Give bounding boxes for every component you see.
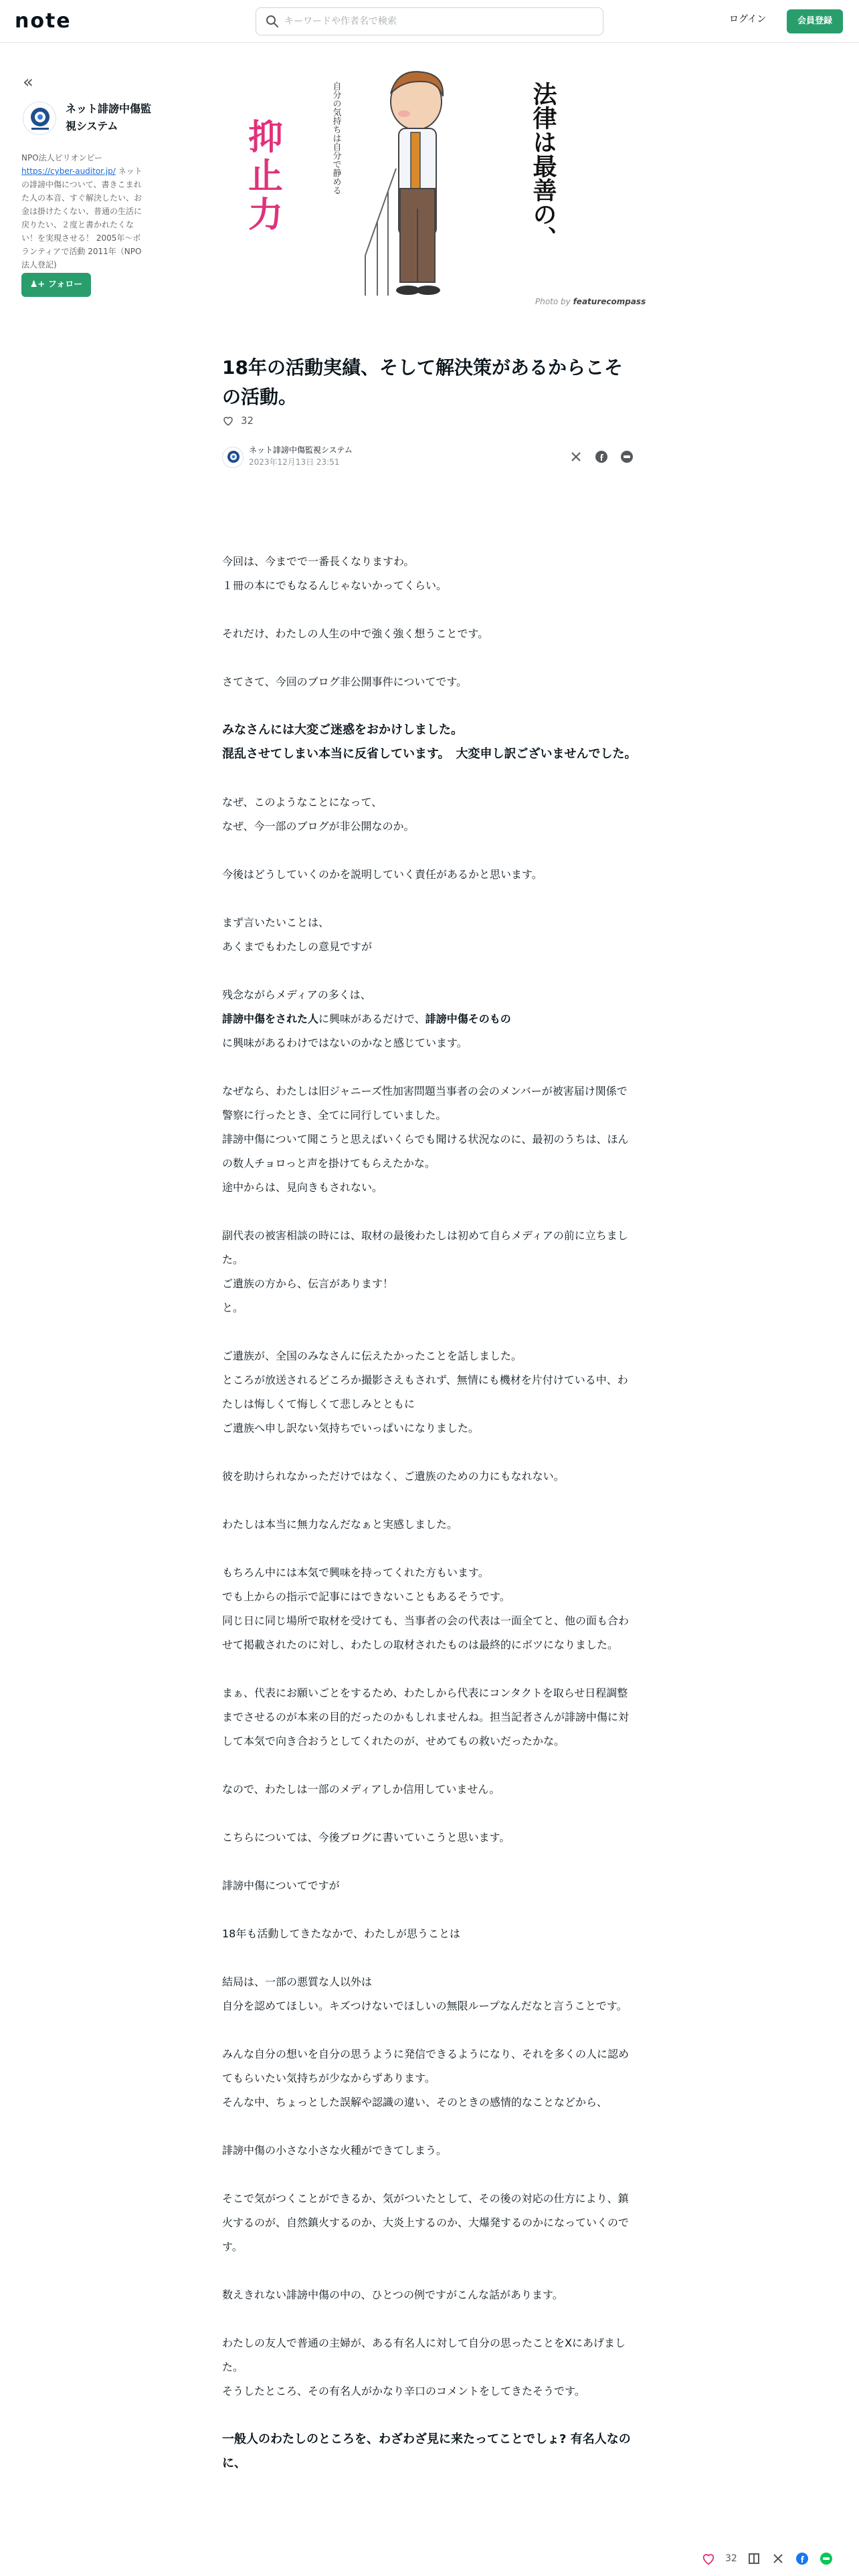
text-run: に興味があるだけで、 [318, 1012, 425, 1025]
paragraph: 誹謗中傷の小さな小さな火種ができてしまう。 [222, 2144, 448, 2157]
hero-mid-text: 自分の気持ちは自分で静める [330, 82, 341, 195]
bio-prefix: NPO法人ピリオンピー [21, 153, 103, 163]
paragraph: こちらについては、今後ブログに書いていこうと思います。 [222, 1831, 510, 1844]
collapse-sidebar-icon[interactable]: « [23, 72, 33, 92]
follow-button[interactable] [21, 273, 91, 297]
paragraph: 今回は、今までで一番長くなりますわ。 １冊の本にでもなるんじゃないかってくらい。 [222, 555, 448, 592]
creator-bio [21, 151, 149, 272]
paragraph: 副代表の被害相談の時には、取材の最後わたしは初めて自らメディアの前に立ちました。 ご遺族の方から、伝言があります！ と。 [222, 1229, 628, 1314]
hero-right-text: 法律は最善の、 [529, 82, 557, 250]
paragraph: ご遺族が、全国のみなさんに伝えたかったことを話しました。 ところが放送されるどころか撮影さえもされず、無情にも機材を片付けている中、わたしは悔しくて悔しくて悲しみとともに ご遺族へ申し訳ない気持ちでいっぱいになりました。 [222, 1350, 628, 1434]
credit-prefix: Photo by [535, 297, 573, 306]
author-row [222, 444, 637, 471]
follow-user-icon: ♟+ [29, 280, 45, 290]
paragraph: わたしの友人で普通の主婦が、ある有名人に対して自分の思ったことをXにあげました。 そうしたところ、その有名人がかなり辛口のコメントをしてきたそうです。 [222, 2337, 626, 2397]
paragraph [222, 983, 637, 1055]
heart-icon[interactable] [222, 415, 234, 427]
hero-left-text: 抑止力 [242, 118, 283, 235]
paragraph: それだけ、わたしの人生の中で強く強く想うことです。 [222, 627, 489, 640]
paragraph: 数えきれない誹謗中傷の中の、ひとつの例ですがこんな話があります。 [222, 2288, 563, 2301]
floating-action-bar [701, 2548, 855, 2569]
hero-image [222, 55, 637, 309]
photo-credit [535, 297, 646, 306]
site-header [0, 0, 859, 43]
character-illustration [391, 72, 443, 295]
register-button[interactable]: 会員登録 [787, 9, 843, 33]
like-count[interactable] [222, 415, 254, 427]
credit-name[interactable]: featurecompass [573, 297, 646, 306]
bold-run: 誹謗中傷をされた人 [222, 1012, 319, 1025]
paragraph: 18年も活動してきたなかで、わたしが思うことは [222, 1927, 461, 1940]
search-box[interactable] [256, 7, 603, 35]
author-name[interactable]: ネット誹謗中傷監視システム [249, 445, 353, 455]
paragraph: さてさて、今回のブログ非公開事件についてです。 [222, 675, 468, 688]
x-share-icon[interactable] [569, 449, 583, 464]
creator-avatar[interactable] [23, 102, 56, 135]
line-share-icon[interactable] [819, 2551, 834, 2566]
bio-text: ネットの誹謗中傷について、書きこまれた人の本音、すぐ解決したい、お金は掛けたくない、普通の生活に戻りたい、２度と書かれたくない！を実現させる！ 2005年〜ボランティアで活動 2011年（NPO法人登記) [21, 167, 142, 270]
paragraph: まず言いたいことは、 あくまでもわたしの意見ですが [222, 916, 373, 953]
login-link[interactable]: ログイン [729, 14, 767, 25]
paragraph: なぜ、このようなことになって、 なぜ、今一部のブログが非公開なのか。 [222, 796, 415, 833]
paragraph: 彼を助けられなかっただけではなく、ご遺族のための力にもなれない。 [222, 1470, 565, 1483]
paragraph: 誹謗中傷についてですが [222, 1879, 340, 1892]
paragraph: まぁ、代表にお願いごとをするため、わたしから代表にコンタクトを取らせ日程調整までさせるのが本来の目的だったのかもしれませんね。担当記者さんが誹謗中傷に対して本気で向き合おうとしてくれたのが、せめてもの救いだったかな。 [222, 1687, 630, 1747]
paragraph: なので、わたしは一部のメディアしか信用していません。 [222, 1783, 500, 1796]
paragraph: なぜなら、わたしは旧ジャニーズ性加害問題当事者の会のメンバーが被害届け関係で警察に行ったとき、全てに同行していました。 誹謗中傷について聞こうと思えばいくらでも聞ける状況なのに、最初のうちは、ほんの数人チョロっと声を掛けてもらえたかな。 途中からは、見向きもされない。 [222, 1085, 629, 1194]
follow-label: フォロー [47, 280, 83, 290]
paragraph: そこで気がつくことができるか、気がついたとして、その後の対応の仕方により、鎮火するのが、自然鎮火するのか、大炎上するのか、大爆発するのかになっていくのです。 [222, 2192, 630, 2253]
share-buttons [569, 449, 634, 464]
apology-heading: みなさんには大変ご迷惑をおかけしました。 混乱させてしまい本当に反省しています。 大変申し訳ございませんでした。 [222, 723, 637, 761]
text-run: に興味があるわけではないのかなと感じています。 [222, 1037, 468, 1049]
paragraph: 今後はどうしていくのかを説明していく責任があるかと思います。 [222, 868, 543, 881]
creator-name[interactable]: ネット誹謗中傷監視システム [66, 102, 152, 132]
note-logo[interactable]: note [15, 9, 72, 33]
x-share-icon[interactable] [771, 2551, 785, 2566]
author-avatar[interactable] [222, 447, 244, 468]
paragraph: みんな自分の想いを自分の思うように発信できるようになり、それを多くの人に認めてもらいたい気持ちが少なからずあります。 そんな中、ちょっとした誤解や認識の違い、そのときの感情的なことなどから、 [222, 2048, 630, 2109]
paragraph: 結局は、一部の悪質な人以外は 自分を認めてほしい。キズつけないでほしいの無限ループなんだなと言うことです。 [222, 1975, 628, 2012]
bio-link[interactable]: https://cyber-auditor.jp/ [21, 167, 116, 176]
facebook-share-icon[interactable] [594, 449, 609, 464]
facebook-share-icon[interactable] [795, 2551, 809, 2566]
text-run: 残念ながらメディアの多くは、 [222, 988, 371, 1001]
bold-heading: 一般人のわたしのところを、わざわざ見に来たってことでしょ? 有名人なのに、 [222, 2432, 631, 2470]
line-share-icon[interactable] [619, 449, 634, 464]
float-like-count: 32 [725, 2553, 737, 2564]
heart-icon[interactable] [701, 2551, 716, 2566]
search-icon [266, 15, 279, 28]
article-title: 18年の活動実績、そして解決策があるからこその活動。 [222, 356, 623, 408]
magazine-icon[interactable] [747, 2551, 761, 2566]
paragraph: もちろん中には本気で興味を持ってくれた方もいます。 でも上からの指示で記事にはできないこともあるそうです。 同じ日に同じ場所で取材を受けても、当事者の会の代表は一面全てと、他の面も合わせて掲載されたのに対し、わたしの取材されたものは最終的にボツになりました。 [222, 1566, 630, 1651]
search-input[interactable] [284, 8, 592, 35]
bold-run: 誹謗中傷そのもの [425, 1012, 511, 1025]
like-number: 32 [241, 415, 254, 427]
article-body [222, 550, 637, 2500]
paragraph: わたしは本当に無力なんだなぁと実感しました。 [222, 1518, 458, 1531]
publish-date: 2023年12月13日 23:51 [249, 457, 340, 467]
